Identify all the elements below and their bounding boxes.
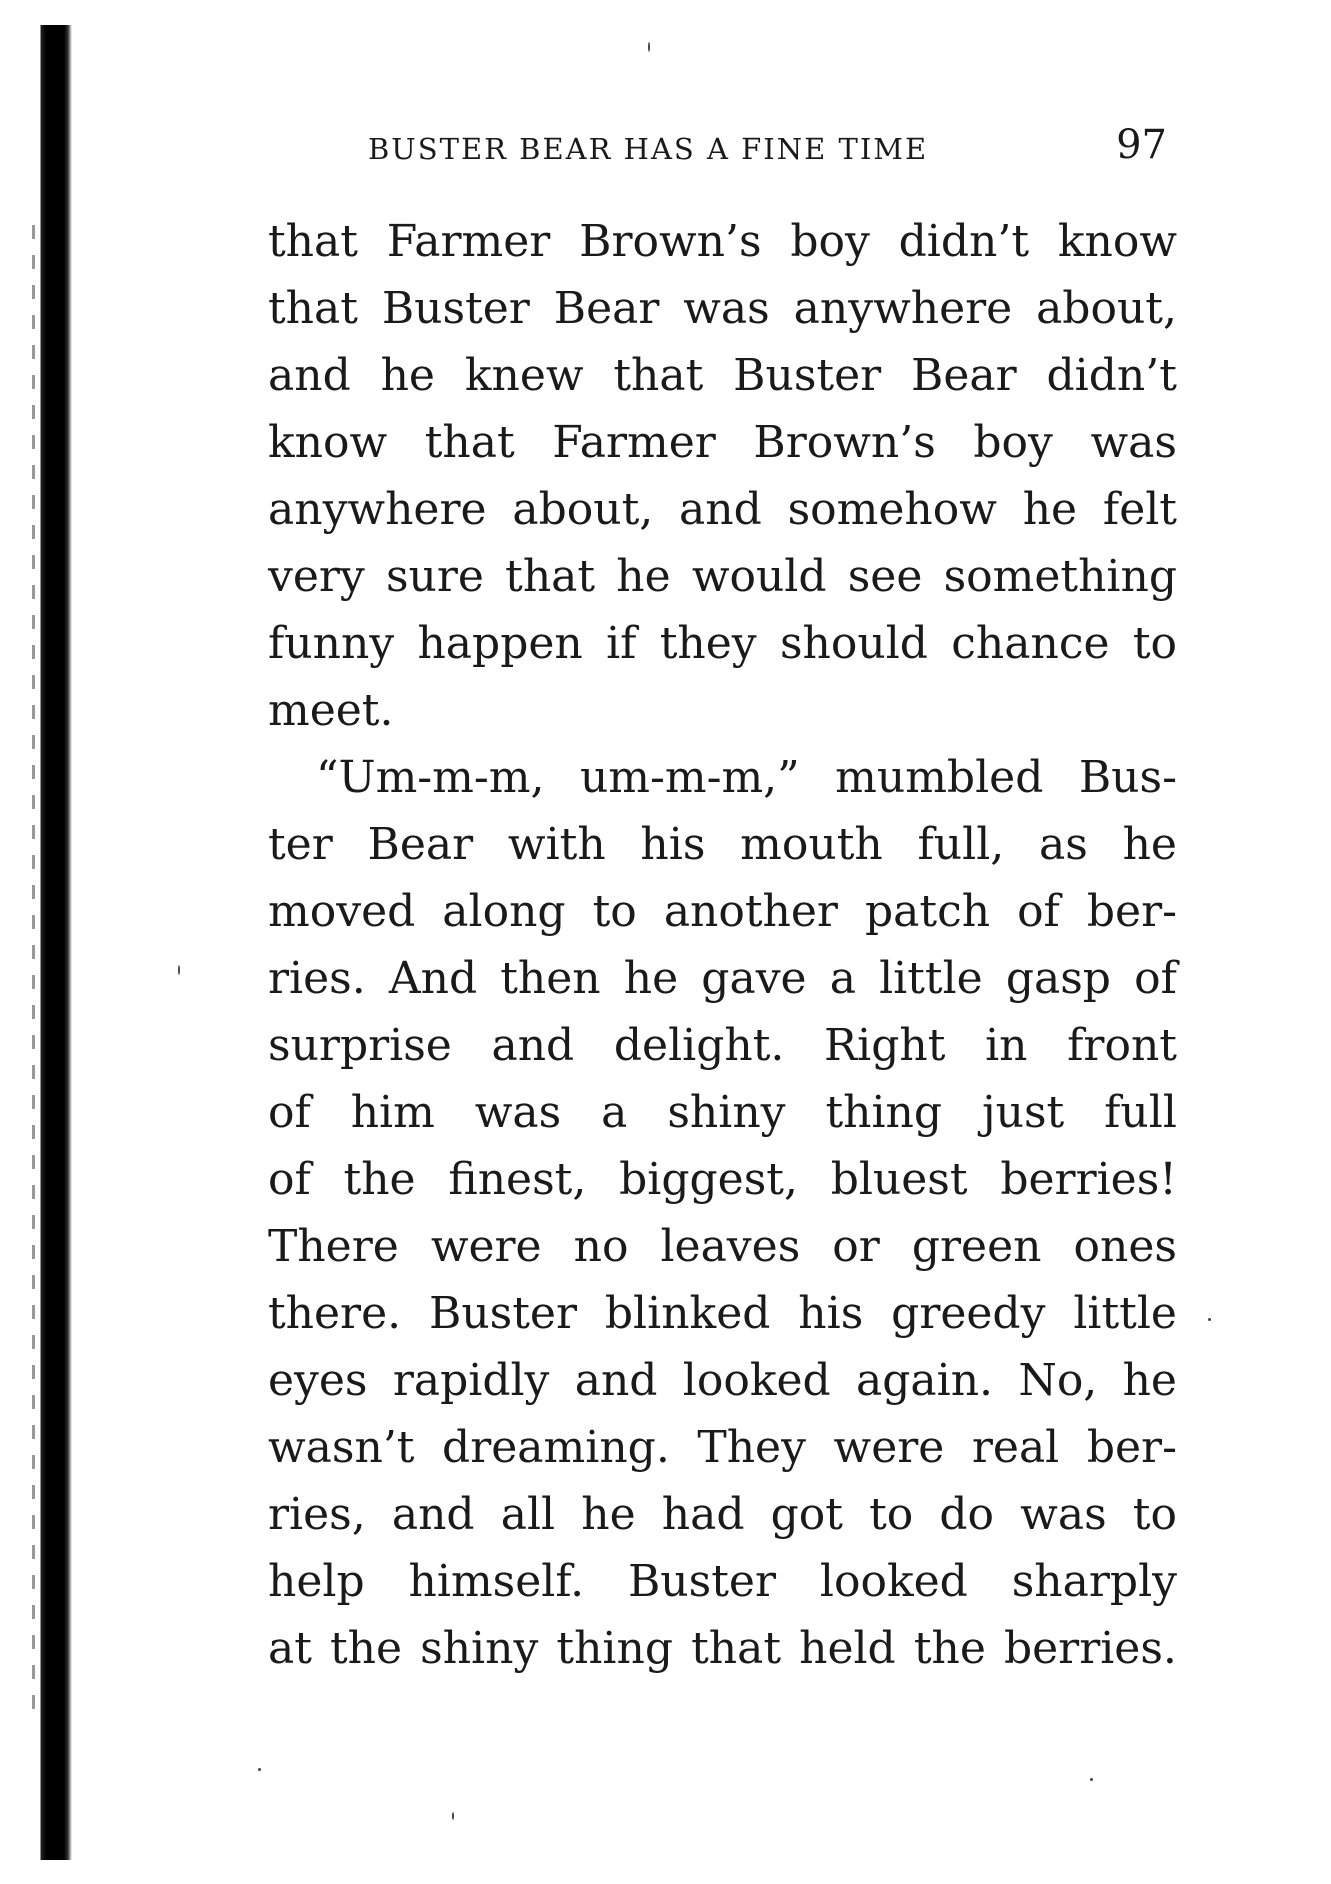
word: him bbox=[350, 1087, 435, 1138]
text-line bbox=[268, 1548, 1177, 1615]
word: he bbox=[623, 953, 679, 1004]
word: ter bbox=[268, 819, 333, 870]
word: little bbox=[1073, 1288, 1177, 1339]
word: biggest, bbox=[619, 1154, 798, 1205]
word: gasp bbox=[1005, 953, 1111, 1004]
word: see bbox=[847, 551, 923, 602]
word: Bear bbox=[911, 350, 1017, 401]
word: patch bbox=[864, 886, 991, 937]
word: at bbox=[268, 1623, 312, 1674]
word: somehow bbox=[787, 484, 997, 535]
word: They bbox=[697, 1422, 806, 1473]
word: and bbox=[491, 1020, 575, 1071]
word: rapidly bbox=[392, 1355, 550, 1406]
word: anywhere bbox=[268, 484, 487, 535]
word: Farmer bbox=[552, 417, 716, 468]
word: just bbox=[981, 1087, 1065, 1138]
scan-speck bbox=[452, 1812, 454, 1820]
word: in bbox=[985, 1020, 1028, 1071]
word: with bbox=[507, 819, 606, 870]
word: were bbox=[430, 1221, 542, 1272]
word: there. bbox=[268, 1288, 402, 1339]
word: should bbox=[779, 618, 928, 669]
word: very bbox=[268, 551, 365, 602]
word: knew bbox=[464, 350, 584, 401]
word: leaves bbox=[660, 1221, 801, 1272]
word: to bbox=[1132, 618, 1177, 669]
word: ries. bbox=[268, 953, 366, 1004]
text-line bbox=[268, 208, 1177, 275]
word: himself. bbox=[408, 1556, 585, 1607]
word: a bbox=[601, 1087, 628, 1138]
word: didn’t bbox=[898, 216, 1030, 267]
word: boy bbox=[790, 216, 870, 267]
book-binding-edge bbox=[38, 25, 72, 1860]
word: to bbox=[869, 1489, 914, 1540]
word: didn’t bbox=[1046, 350, 1177, 401]
word: Bus- bbox=[1078, 752, 1177, 803]
word: bluest bbox=[830, 1154, 968, 1205]
running-title: BUSTER BEAR HAS A FINE TIME bbox=[368, 132, 929, 166]
word: And bbox=[388, 953, 478, 1004]
word: There bbox=[268, 1221, 399, 1272]
word: berries! bbox=[1000, 1154, 1177, 1205]
word: he bbox=[581, 1489, 636, 1540]
word: do bbox=[939, 1489, 995, 1540]
word: Brown’s bbox=[579, 216, 762, 267]
word: that bbox=[505, 551, 596, 602]
word: another bbox=[663, 886, 838, 937]
text-line bbox=[268, 1280, 1177, 1347]
word: blinked bbox=[604, 1288, 771, 1339]
word: that bbox=[268, 283, 358, 334]
word: anywhere bbox=[793, 283, 1013, 334]
text-line bbox=[268, 878, 1177, 945]
text-line bbox=[268, 610, 1177, 677]
word: ries, bbox=[268, 1489, 366, 1540]
text-line bbox=[268, 1146, 1177, 1213]
word: real bbox=[971, 1422, 1060, 1473]
word: they bbox=[659, 618, 757, 669]
word: something bbox=[943, 551, 1177, 602]
word: know bbox=[268, 417, 388, 468]
scan-speck bbox=[648, 42, 650, 52]
word: Buster bbox=[429, 1288, 578, 1339]
text-line bbox=[268, 476, 1177, 543]
word: Bear bbox=[367, 819, 474, 870]
word: of bbox=[1017, 886, 1060, 937]
word: of bbox=[1134, 953, 1177, 1004]
word: to bbox=[592, 886, 637, 937]
page-number: 97 bbox=[1116, 122, 1167, 168]
word: a bbox=[829, 953, 856, 1004]
word: Brown’s bbox=[753, 417, 936, 468]
word: was bbox=[1020, 1489, 1107, 1540]
word: all bbox=[500, 1489, 556, 1540]
word: sure bbox=[385, 551, 484, 602]
word: he bbox=[616, 551, 671, 602]
word: sharply bbox=[1011, 1556, 1177, 1607]
text-line bbox=[268, 1615, 1177, 1682]
word: boy bbox=[973, 417, 1053, 468]
text-line bbox=[268, 342, 1177, 409]
word: held bbox=[799, 1623, 896, 1674]
word: mumbled bbox=[835, 752, 1044, 803]
word: chance bbox=[951, 618, 1110, 669]
word: that bbox=[691, 1623, 782, 1674]
word: help bbox=[268, 1556, 365, 1607]
word: or bbox=[832, 1221, 880, 1272]
word: thing bbox=[825, 1087, 943, 1138]
word: looked bbox=[819, 1556, 968, 1607]
page-header bbox=[0, 118, 1331, 178]
word: of bbox=[268, 1087, 311, 1138]
word: was bbox=[1090, 417, 1177, 468]
text-line bbox=[268, 275, 1177, 342]
word: mouth bbox=[740, 819, 883, 870]
scan-speck bbox=[1090, 1778, 1093, 1781]
word: looked bbox=[682, 1355, 831, 1406]
word: greedy bbox=[891, 1288, 1046, 1339]
text-line bbox=[268, 1347, 1177, 1414]
word: no bbox=[573, 1221, 629, 1272]
word: Buster bbox=[381, 283, 530, 334]
text-line bbox=[268, 811, 1177, 878]
text-line bbox=[268, 1012, 1177, 1079]
word: finest, bbox=[448, 1154, 587, 1205]
word: and bbox=[391, 1489, 475, 1540]
word: and bbox=[574, 1355, 658, 1406]
word: “Um-m-m, bbox=[316, 752, 545, 803]
scan-speck bbox=[258, 1768, 261, 1771]
word: had bbox=[661, 1489, 745, 1540]
word: the bbox=[330, 1623, 403, 1674]
word: about, bbox=[1036, 283, 1177, 334]
word: know bbox=[1057, 216, 1177, 267]
text-line bbox=[268, 409, 1177, 476]
word: funny bbox=[268, 618, 395, 669]
text-line bbox=[268, 1481, 1177, 1548]
word: as bbox=[1039, 819, 1088, 870]
word: was bbox=[683, 283, 770, 334]
word: were bbox=[833, 1422, 945, 1473]
word: green bbox=[911, 1221, 1042, 1272]
word: um-m-m,” bbox=[579, 752, 800, 803]
scan-speck bbox=[1208, 1318, 1211, 1321]
word: thing bbox=[556, 1623, 674, 1674]
text-line: meet. bbox=[268, 685, 394, 736]
word: dreaming. bbox=[442, 1422, 670, 1473]
word: and bbox=[679, 484, 762, 535]
word: along bbox=[442, 886, 566, 937]
word: the bbox=[343, 1154, 416, 1205]
word: the bbox=[913, 1623, 986, 1674]
word: if bbox=[606, 618, 637, 669]
text-line bbox=[268, 1414, 1177, 1481]
word: Buster bbox=[627, 1556, 776, 1607]
word: happen bbox=[417, 618, 583, 669]
word: he bbox=[1022, 484, 1078, 535]
word: about, bbox=[512, 484, 654, 535]
word: his bbox=[640, 819, 706, 870]
word: then bbox=[500, 953, 601, 1004]
word: front bbox=[1067, 1020, 1177, 1071]
word: ber- bbox=[1086, 1422, 1177, 1473]
word: to bbox=[1132, 1489, 1177, 1540]
word: Right bbox=[824, 1020, 946, 1071]
word: he bbox=[1122, 1355, 1177, 1406]
word: ber- bbox=[1086, 886, 1177, 937]
text-line bbox=[268, 945, 1177, 1012]
word: of bbox=[268, 1154, 311, 1205]
text-line bbox=[268, 744, 1177, 811]
word: that bbox=[424, 417, 515, 468]
word: he bbox=[1122, 819, 1177, 870]
word: berries. bbox=[1003, 1623, 1177, 1674]
word: No, bbox=[1018, 1355, 1098, 1406]
word: he bbox=[380, 350, 435, 401]
word: Buster bbox=[733, 350, 882, 401]
word: wasn’t bbox=[268, 1422, 415, 1473]
word: moved bbox=[268, 886, 416, 937]
word: got bbox=[770, 1489, 843, 1540]
word: felt bbox=[1102, 484, 1177, 535]
word: delight. bbox=[613, 1020, 785, 1071]
word: his bbox=[798, 1288, 864, 1339]
text-line bbox=[268, 1079, 1177, 1146]
word: that bbox=[268, 216, 358, 267]
word: full bbox=[1104, 1087, 1177, 1138]
word: again. bbox=[855, 1355, 994, 1406]
word: shiny bbox=[420, 1623, 539, 1674]
word: ones bbox=[1073, 1221, 1177, 1272]
text-line bbox=[268, 543, 1177, 610]
word: and bbox=[268, 350, 351, 401]
word: surprise bbox=[268, 1020, 452, 1071]
word: full, bbox=[917, 819, 1005, 870]
word: Farmer bbox=[386, 216, 551, 267]
word: that bbox=[613, 350, 704, 401]
word: would bbox=[691, 551, 827, 602]
body-text bbox=[268, 208, 1177, 1682]
word: shiny bbox=[667, 1087, 786, 1138]
word: was bbox=[474, 1087, 562, 1138]
word: little bbox=[879, 953, 983, 1004]
word: Bear bbox=[553, 283, 660, 334]
text-line bbox=[268, 1213, 1177, 1280]
word: eyes bbox=[268, 1355, 368, 1406]
scan-speck bbox=[178, 965, 180, 975]
word: gave bbox=[701, 953, 807, 1004]
